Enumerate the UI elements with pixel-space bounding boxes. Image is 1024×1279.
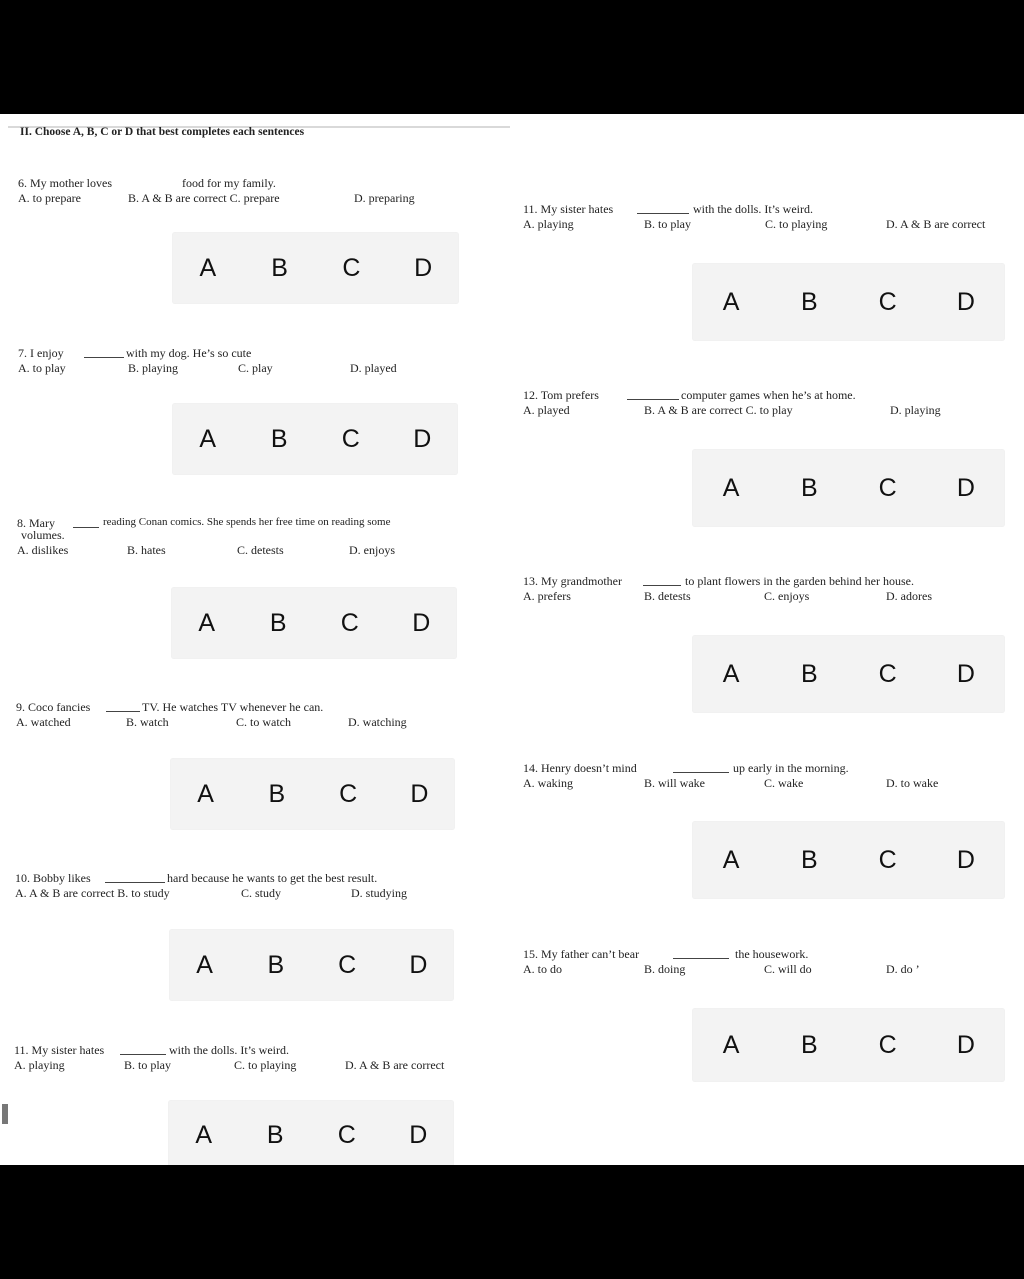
q11r-option-c: C. to playing [765,217,828,231]
q12-choice-c[interactable]: C [878,474,897,502]
q14-option-a: A. waking [523,776,573,790]
q9-option-d: D. watching [348,715,407,729]
q7-answer-panel [172,403,458,475]
q11l-option-d: D. A & B are correct [345,1058,445,1072]
q7-option-c: C. play [238,361,273,375]
q11l-stem-end: with the dolls. It’s weird. [169,1043,289,1057]
q14-choice-c[interactable]: C [878,846,897,874]
q15-answer-panel [692,1008,1005,1082]
q11l-choice-c[interactable]: C [337,1121,356,1149]
q13-choice-d[interactable]: D [956,660,975,688]
q6-answer-panel [172,232,459,304]
q11r-option-d: D. A & B are correct [886,217,986,231]
q8-choice-b[interactable]: B [269,609,287,637]
q11l-option-c: C. to playing [234,1058,297,1072]
q14-answer-panel [692,821,1005,899]
q8-choice-c[interactable]: C [340,609,359,637]
q11l-choice-d[interactable]: D [409,1121,428,1149]
q14-option-b: B. will wake [644,776,705,790]
q11l-option-a: A. playing [14,1058,65,1072]
q11l-option-b: B. to play [124,1058,171,1072]
q13-answer-panel [692,635,1005,713]
q14-blank [673,761,729,773]
q13-option-a: A. prefers [523,589,571,603]
q11r-option-a: A. playing [523,217,574,231]
q7-choice-b[interactable]: B [270,425,288,453]
worksheet-page [0,114,1024,1165]
q14-option-c: C. wake [764,776,804,790]
q6-stem-end: food for my family. [182,176,276,190]
q6-option-b: B. A & B are correct C. prepare [128,191,280,205]
q13-choice-c[interactable]: C [878,660,897,688]
q8-option-a: A. dislikes [17,543,69,557]
q10-choice-b[interactable]: B [267,951,285,979]
q10-blank [105,871,165,883]
q11r-stem-start: 11. My sister hates [523,202,614,216]
q11l-choice-a[interactable]: A [195,1121,213,1149]
q10-stem-start: 10. Bobby likes [15,871,91,885]
q6-choice-a[interactable]: A [199,254,217,282]
q12-answer-panel [692,449,1005,527]
q7-choice-d[interactable]: D [413,425,432,453]
q15-option-c: C. will do [764,962,812,976]
q14-stem-start: 14. Henry doesn’t mind [523,761,637,775]
q8-choice-d[interactable]: D [412,609,431,637]
q12-choice-b[interactable]: B [801,474,818,502]
q7-stem-end: with my dog. He’s so cute [126,346,252,360]
q15-option-b: B. doing [644,962,686,976]
q11l-choice-b[interactable]: B [266,1121,284,1149]
q7-option-d: D. played [350,361,397,375]
q12-stem-end: computer games when he’s at home. [681,388,856,402]
q14-choice-d[interactable]: D [956,846,975,874]
q13-stem-start: 13. My grandmother [523,574,622,588]
q8-answer-panel [171,587,457,659]
q9-stem-start: 9. Coco fancies [16,700,91,714]
q11r-choice-c[interactable]: C [878,288,897,316]
q14-option-d: D. to wake [886,776,939,790]
q12-option-a: A. played [523,403,570,417]
q10-choice-d[interactable]: D [409,951,428,979]
q8-stem-end: reading Conan comics. She spends her free time on reading some [103,516,391,528]
q11r-option-b: B. to play [644,217,691,231]
q15-stem-start: 15. My father can’t bear [523,947,640,961]
q13-blank [643,574,681,586]
q15-choice-c[interactable]: C [878,1031,897,1059]
q14-stem-end: up early in the morning. [733,761,849,775]
q13-option-c: C. enjoys [764,589,810,603]
q8-option-c: C. detests [237,543,284,557]
scroll-handle[interactable] [2,1104,8,1124]
q12-choice-a[interactable]: A [722,474,740,502]
q7-choice-c[interactable]: C [341,425,360,453]
q15-option-a: A. to do [523,962,562,976]
q7-blank [84,346,124,358]
q10-stem-end: hard because he wants to get the best result. [167,871,378,885]
q13-option-b: B. detests [644,589,691,603]
q9-option-c: C. to watch [236,715,291,729]
q8-stem-wrap: volumes. [21,528,65,542]
q11r-choice-d[interactable]: D [956,288,975,316]
q7-choice-a[interactable]: A [199,425,217,453]
q9-choice-a[interactable]: A [197,780,214,808]
q9-answer-panel [170,758,455,830]
q9-option-b: B. watch [126,715,169,729]
q8-blank [73,516,99,528]
q13-choice-b[interactable]: B [801,660,818,688]
q8-option-b: B. hates [127,543,166,557]
q15-choice-a[interactable]: A [722,1031,740,1059]
q9-blank [106,700,140,712]
q10-choice-a[interactable]: A [196,951,213,979]
q7-stem-start: 7. I enjoy [18,346,64,360]
q14-choice-b[interactable]: B [801,846,818,874]
q10-choice-c[interactable]: C [338,951,357,979]
q12-option-bc: B. A & B are correct C. to play [644,403,793,417]
q15-option-d: D. do ’ [886,962,920,976]
q12-choice-d[interactable]: D [956,474,975,502]
q11r-blank [637,202,689,214]
q11-right-answer-panel [692,263,1005,341]
q14-choice-a[interactable]: A [722,846,740,874]
q11r-choice-b[interactable]: B [801,288,818,316]
q15-choice-b[interactable]: B [801,1031,818,1059]
q10-option-d: D. studying [351,886,408,900]
q10-option-ab: A. A & B are correct B. to study [15,886,170,900]
q15-stem-end: the housework. [735,947,809,961]
q12-stem-start: 12. Tom prefers [523,388,599,402]
q15-choice-d[interactable]: D [956,1031,975,1059]
q8-option-d: D. enjoys [349,543,395,557]
q11l-stem-start: 11. My sister hates [14,1043,105,1057]
q9-option-a: A. watched [16,715,71,729]
q7-option-a: A. to play [18,361,66,375]
q7-option-b: B. playing [128,361,178,375]
q9-choice-d[interactable]: D [410,780,429,808]
q11r-choice-a[interactable]: A [722,288,740,316]
q13-stem-end: to plant flowers in the garden behind her house. [685,574,914,588]
q8-stem-start: 8. Mary [17,516,55,530]
q9-choice-b[interactable]: B [268,780,286,808]
section-heading: II. Choose A, B, C or D that best completes each sentences [20,126,305,138]
q13-option-d: D. adores [886,589,932,603]
q12-blank [627,388,679,400]
q11l-blank [120,1043,166,1055]
q12-option-d: D. playing [890,403,941,417]
q6-stem-start: 6. My mother loves [18,176,112,190]
q10-answer-panel [169,929,454,1001]
q11-left-answer-panel [168,1100,454,1165]
q8-choice-a[interactable]: A [198,609,216,637]
q13-choice-a[interactable]: A [722,660,740,688]
q10-option-c: C. study [241,886,282,900]
q6-option-a: A. to prepare [18,191,81,205]
q6-option-d: D. preparing [354,191,415,205]
q15-blank [673,947,729,959]
q6-choice-c[interactable]: C [342,254,361,282]
q11r-stem-end: with the dolls. It’s weird. [693,202,813,216]
q9-stem-end: TV. He watches TV whenever he can. [142,700,324,714]
q6-choice-b[interactable]: B [271,254,288,282]
q6-choice-d[interactable]: D [414,254,433,282]
q9-choice-c[interactable]: C [339,780,358,808]
